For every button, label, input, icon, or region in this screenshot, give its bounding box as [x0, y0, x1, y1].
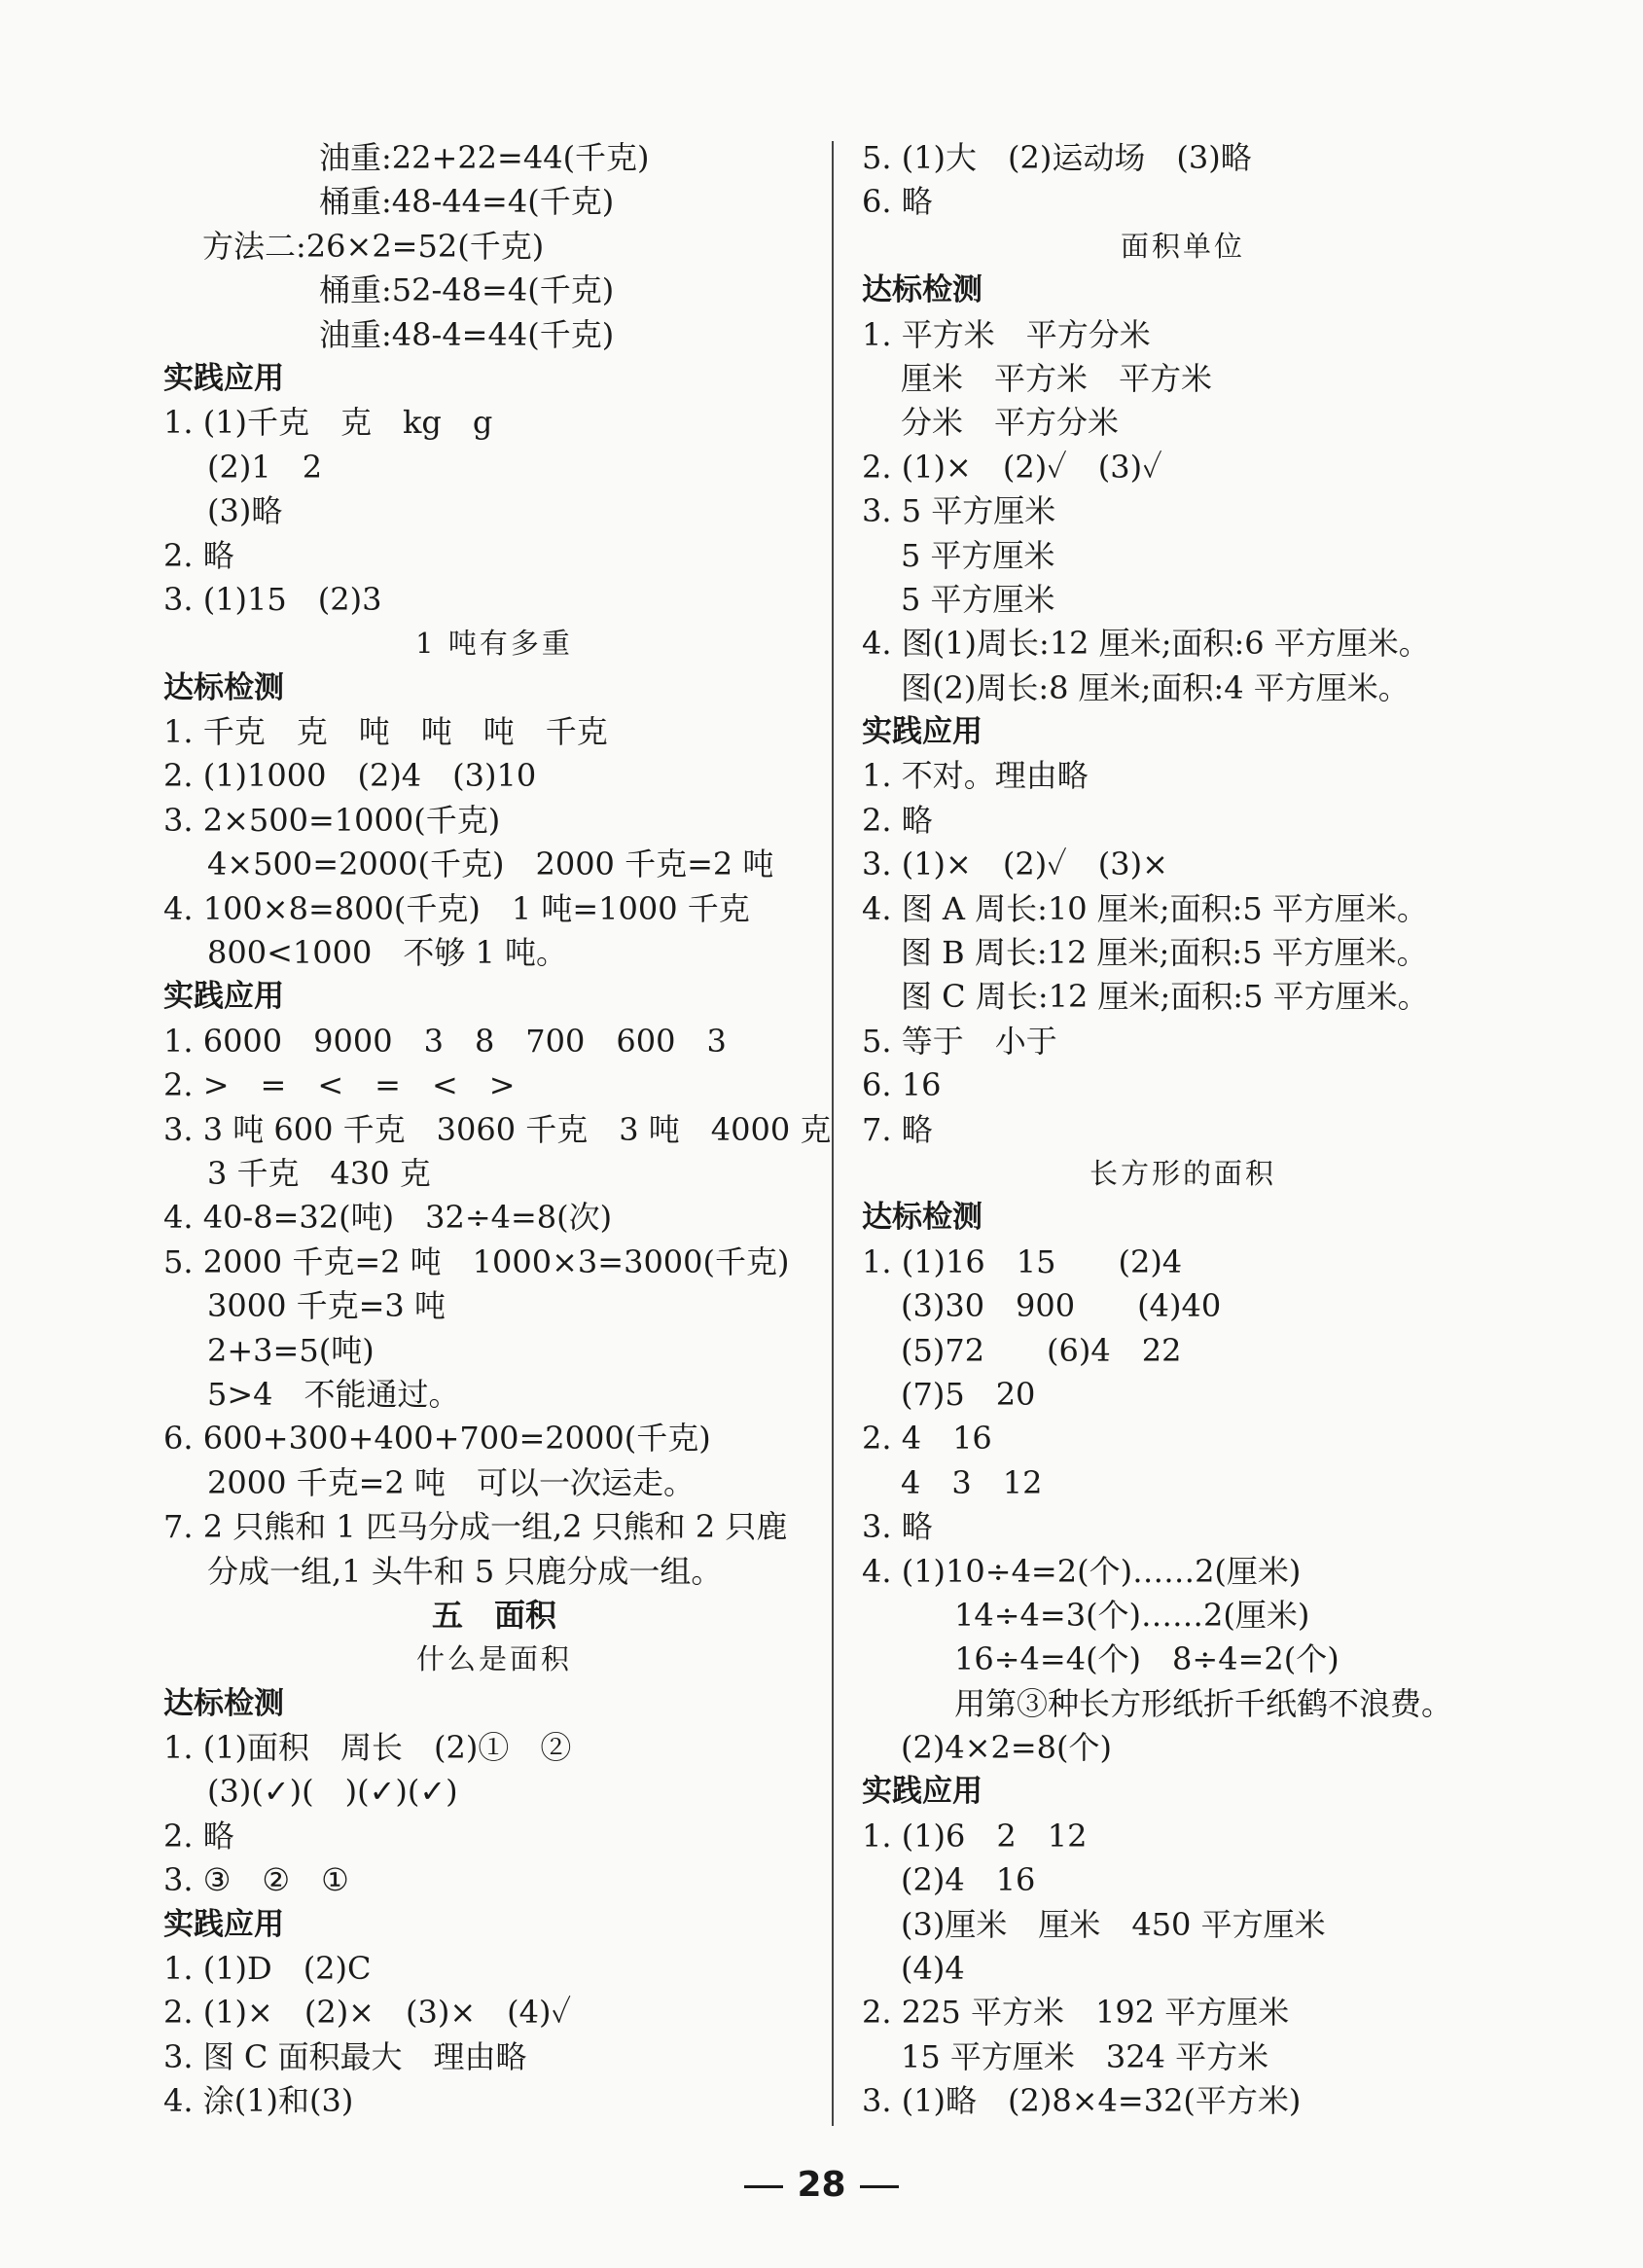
- answer-line: 图 B 周长:12 厘米;面积:5 平方厘米。: [901, 934, 1428, 972]
- answer-line: 2. > = < = < >: [163, 1066, 516, 1104]
- answer-line: 2+3=5(吨): [207, 1331, 375, 1369]
- answer-line: 油重:22+22=44(千克): [319, 139, 650, 176]
- answer-line: (5)72 (6)4 22: [901, 1331, 1182, 1369]
- answer-line: 3. 3 吨 600 千克 3060 千克 3 吨 4000 克: [163, 1110, 832, 1148]
- section-heading: 实践应用: [163, 360, 284, 396]
- answer-line: (7)5 20: [901, 1375, 1036, 1413]
- answer-line: 6. 16: [862, 1066, 942, 1104]
- answer-line: 4. 100×8=800(千克) 1 吨=1000 千克: [163, 889, 750, 927]
- answer-line: 3. 略: [862, 1508, 933, 1546]
- answer-line: (3)略: [207, 492, 283, 530]
- answer-line: 1. (1)16 15 (2)4: [862, 1242, 1183, 1280]
- answer-line: 油重:48-4=44(千克): [319, 315, 615, 353]
- answer-line: 3. 图 C 面积最大 理由略: [163, 2037, 527, 2075]
- answer-line: 3. 5 平方厘米: [862, 492, 1056, 530]
- answer-line: 桶重:48-44=4(千克): [319, 183, 615, 221]
- left-column: [163, 136, 832, 2124]
- answer-line: 分成一组,1 头牛和 5 只鹿分成一组。: [207, 1552, 723, 1590]
- answer-line: 2000 千克=2 吨 可以一次运走。: [207, 1463, 695, 1501]
- answer-line: 2. 4 16: [862, 1420, 992, 1458]
- answer-line: 7. 2 只熊和 1 匹马分成一组,2 只熊和 2 只鹿: [163, 1508, 788, 1546]
- answer-line: 4. 涂(1)和(3): [163, 2082, 354, 2120]
- answer-line: 3. ③ ② ①: [163, 1861, 349, 1899]
- subsection-title: 1 吨有多重: [415, 627, 573, 661]
- chapter-title: 五 面积: [431, 1596, 556, 1634]
- section-heading: 实践应用: [862, 1774, 982, 1810]
- section-heading: 实践应用: [163, 979, 284, 1015]
- answer-line: 15 平方厘米 324 平方米: [901, 2037, 1269, 2075]
- answer-line: 2. 略: [163, 1817, 234, 1854]
- answer-line: 1. (1)6 2 12: [862, 1817, 1088, 1854]
- answer-line: 2. (1)× (2)× (3)× (4)✓: [163, 1994, 572, 2032]
- answer-line: 5>4 不能通过。: [207, 1375, 460, 1413]
- answer-line: (2)4 16: [901, 1861, 1036, 1899]
- answer-line: (4)4: [901, 1950, 965, 1988]
- answer-line: 3. (1)× (2)✓ (3)×: [862, 846, 1168, 883]
- answer-line: 方法二:26×2=52(千克): [202, 227, 545, 265]
- answer-line: 5. 等于 小于: [862, 1022, 1057, 1060]
- section-heading: 实践应用: [862, 714, 982, 750]
- subsection-title: 面积单位: [1120, 229, 1245, 263]
- answer-line: (2)4×2=8(个): [901, 1729, 1113, 1767]
- answer-line: 4. 图 A 周长:10 厘米;面积:5 平方厘米。: [862, 889, 1428, 927]
- answer-line: 4. 40-8=32(吨) 32÷4=8(次): [163, 1199, 613, 1237]
- answer-line: 3. 2×500=1000(千克): [163, 801, 501, 839]
- answer-line: 1. 6000 9000 3 8 700 600 3: [163, 1022, 727, 1060]
- answer-line: 14÷4=3(个)……2(厘米): [954, 1596, 1310, 1634]
- answer-line: 1. 平方米 平方分米: [862, 315, 1151, 353]
- answer-line: 2. 225 平方米 192 平方厘米: [862, 1994, 1290, 2032]
- answer-line: 6. 600+300+400+700=2000(千克): [163, 1420, 711, 1458]
- answer-line: 5. 2000 千克=2 吨 1000×3=3000(千克): [163, 1242, 790, 1280]
- answer-line: 800<1000 不够 1 吨。: [207, 934, 568, 972]
- section-heading: 实践应用: [163, 1906, 284, 1942]
- answer-line: 7. 略: [862, 1110, 933, 1148]
- answer-line: 1. (1)面积 周长 (2)① ②: [163, 1729, 572, 1767]
- answer-line: 4 3 12: [901, 1463, 1043, 1501]
- section-heading: 达标检测: [862, 272, 982, 308]
- answer-line: (3)(✓)( )(✓)(✓): [207, 1773, 458, 1811]
- answer-line: 4×500=2000(千克) 2000 千克=2 吨: [207, 846, 774, 883]
- section-heading: 达标检测: [163, 1685, 284, 1721]
- answer-line: 2. (1)× (2)✓ (3)✓: [862, 448, 1162, 486]
- section-heading: 达标检测: [163, 669, 284, 705]
- answer-line: 2. 略: [163, 536, 234, 574]
- right-column: [862, 136, 1504, 2124]
- answer-line: 16÷4=4(个) 8÷4=2(个): [954, 1640, 1339, 1678]
- answer-line: 5. (1)大 (2)运动场 (3)略: [862, 139, 1252, 176]
- answer-line: (3)30 900 (4)40: [901, 1287, 1222, 1325]
- answer-line: 分米 平方分米: [901, 404, 1120, 442]
- subsection-title: 什么是面积: [415, 1642, 572, 1676]
- answer-line: 厘米 平方米 平方米: [901, 359, 1213, 397]
- answer-line: 用第③种长方形纸折千纸鹤不浪费。: [954, 1684, 1453, 1722]
- answer-line: 5 平方厘米: [901, 536, 1055, 574]
- answer-line: (2)1 2: [207, 448, 323, 486]
- column-divider: [832, 141, 834, 2126]
- answer-line: (3)厘米 厘米 450 平方厘米: [901, 1905, 1326, 1943]
- answer-line: 3000 千克=3 吨: [207, 1287, 446, 1325]
- answer-line: 1. (1)千克 克 kg g: [163, 404, 493, 442]
- page-number-dash-left: [744, 2185, 783, 2188]
- answer-line: 2. (1)1000 (2)4 (3)10: [163, 757, 537, 795]
- answer-line: 1. 千克 克 吨 吨 吨 千克: [163, 713, 608, 751]
- answer-line: 1. (1)D (2)C: [163, 1950, 372, 1988]
- answer-line: 3 千克 430 克: [207, 1154, 431, 1192]
- page-number-text: 28: [797, 2165, 846, 2205]
- subsection-title: 长方形的面积: [1089, 1156, 1276, 1190]
- answer-line: 桶重:52-48=4(千克): [319, 271, 615, 309]
- answer-line: 4. 图(1)周长:12 厘米;面积:6 平方厘米。: [862, 625, 1430, 663]
- answer-line: 3. (1)15 (2)3: [163, 580, 382, 618]
- answer-line: 1. 不对。理由略: [862, 757, 1089, 795]
- answer-line: 图(2)周长:8 厘米;面积:4 平方厘米。: [901, 668, 1410, 706]
- page-number-dash-right: [860, 2185, 899, 2188]
- page-number: [0, 2165, 1643, 2205]
- answer-line: 6. 略: [862, 183, 933, 221]
- answer-line: 4. (1)10÷4=2(个)……2(厘米): [862, 1552, 1302, 1590]
- section-heading: 达标检测: [862, 1200, 982, 1236]
- answer-line: 2. 略: [862, 801, 933, 839]
- answer-line: 5 平方厘米: [901, 580, 1055, 618]
- answer-line: 3. (1)略 (2)8×4=32(平方米): [862, 2082, 1302, 2120]
- answer-line: 图 C 周长:12 厘米;面积:5 平方厘米。: [901, 978, 1429, 1016]
